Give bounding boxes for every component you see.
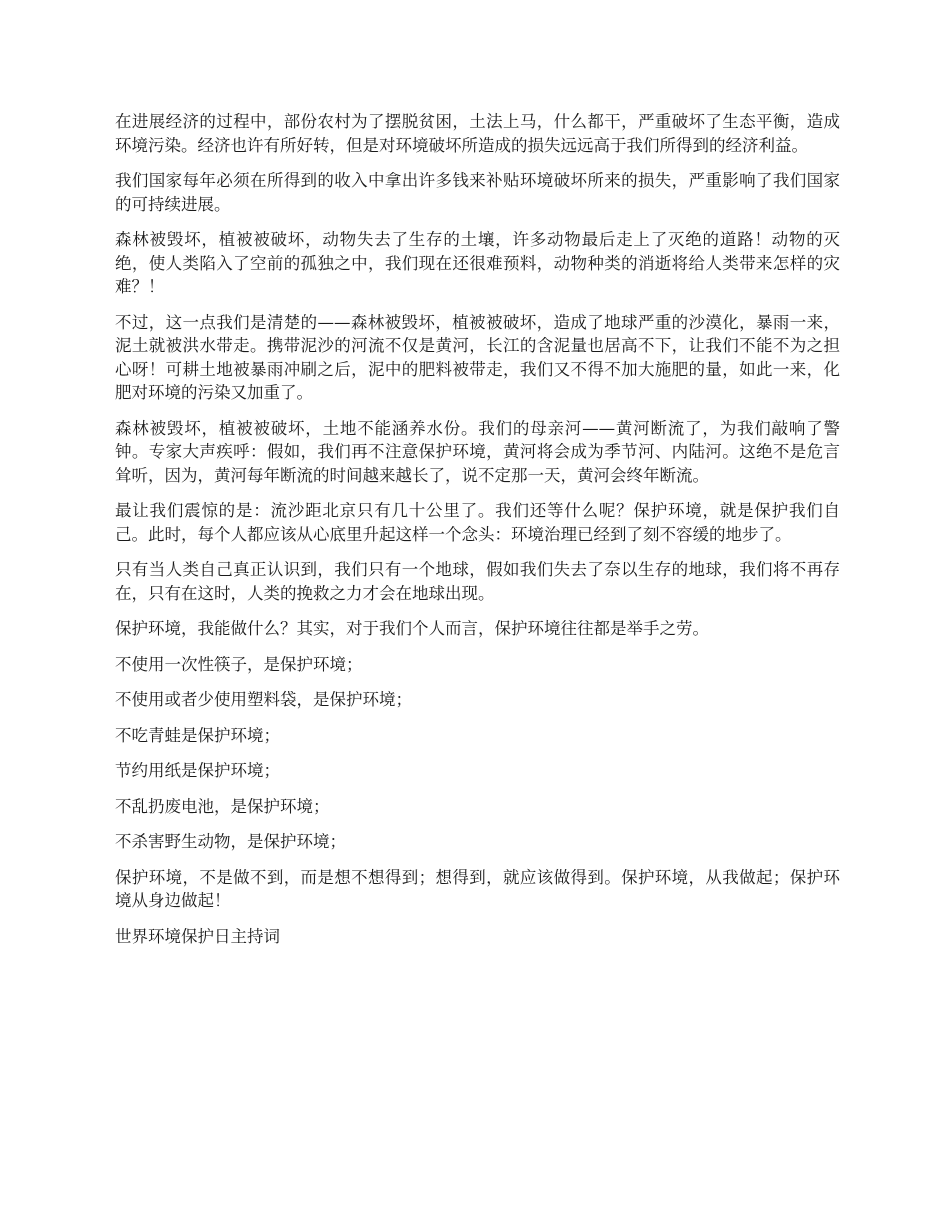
list-item: 不使用或者少使用塑料袋，是保护环境； <box>115 690 412 709</box>
document-body <box>115 110 840 960</box>
section-heading: 世界环境保护日主持词 <box>115 926 280 946</box>
list-item: 节约用纸是保护环境； <box>115 761 280 780</box>
paragraph: 森林被毁坏，植被被破坏，土地不能涵养水份。我们的母亲河——黄河断流了，为我们敲响了警钟。专家大声疾呼：假如，我们再不注意保护环境，黄河将会成为季节河、内陆河。这绝不是危言耸听，因为，黄河每年断流的时间越来越长了，说不定那一天，黄河会终年断流。 <box>115 418 840 485</box>
paragraph: 最让我们震惊的是：流沙距北京只有几十公里了。我们还等什么呢？保护环境，就是保护我们自己。此时，每个人都应该从心底里升起这样一个念头：环境治理已经到了刻不容缓的地步了。 <box>115 501 840 544</box>
paragraph: 在进展经济的过程中，部份农村为了摆脱贫困，土法上马，什么都干，严重破坏了生态平衡，造成环境污染。经济也许有所好转，但是对环境破坏所造成的损失远远高于我们所得到的经济利益。 <box>115 112 840 155</box>
list-item: 不乱扔废电池，是保护环境； <box>115 796 330 816</box>
paragraph: 只有当人类自己真正认识到，我们只有一个地球，假如我们失去了奈以生存的地球，我们将不再存在，只有在这时，人类的挽救之力才会在地球出现。 <box>115 560 840 603</box>
paragraph: 保护环境，我能做什么？其实，对于我们个人而言，保护环境往往都是举手之劳。 <box>115 619 709 638</box>
paragraph: 保护环境，不是做不到，而是想不想得到；想得到，就应该做得到。保护环境，从我做起；保护环境从身边做起！ <box>115 867 840 910</box>
paragraph: 森林被毁坏，植被被破坏，动物失去了生存的土壤，许多动物最后走上了灭绝的道路！动物的灭绝，使人类陷入了空前的孤独之中，我们现在还很难预料，动物种类的消逝将给人类带来怎样的灾难？！ <box>115 230 840 296</box>
list-item: 不吃青蛙是保护环境； <box>115 725 280 745</box>
paragraph: 我们国家每年必须在所得到的收入中拿出许多钱来补贴环境破坏所来的损失，严重影响了我们国家的可持续进展。 <box>115 171 840 214</box>
list-item: 不使用一次性筷子，是保护环境； <box>115 654 363 674</box>
paragraph: 不过，这一点我们是清楚的——森林被毁坏，植被被破坏，造成了地球严重的沙漠化，暴雨一来，泥土就被洪水带走。携带泥沙的河流不仅是黄河，长江的含泥量也居高不下，让我们不能不为之担心呀！可耕土地被暴雨冲刷之后，泥中的肥料被带走，我们又不得不加大施肥的量，如此一来，化肥对环境的污染又加重了。 <box>115 312 840 402</box>
list-item: 不杀害野生动物，是保护环境； <box>115 832 346 851</box>
